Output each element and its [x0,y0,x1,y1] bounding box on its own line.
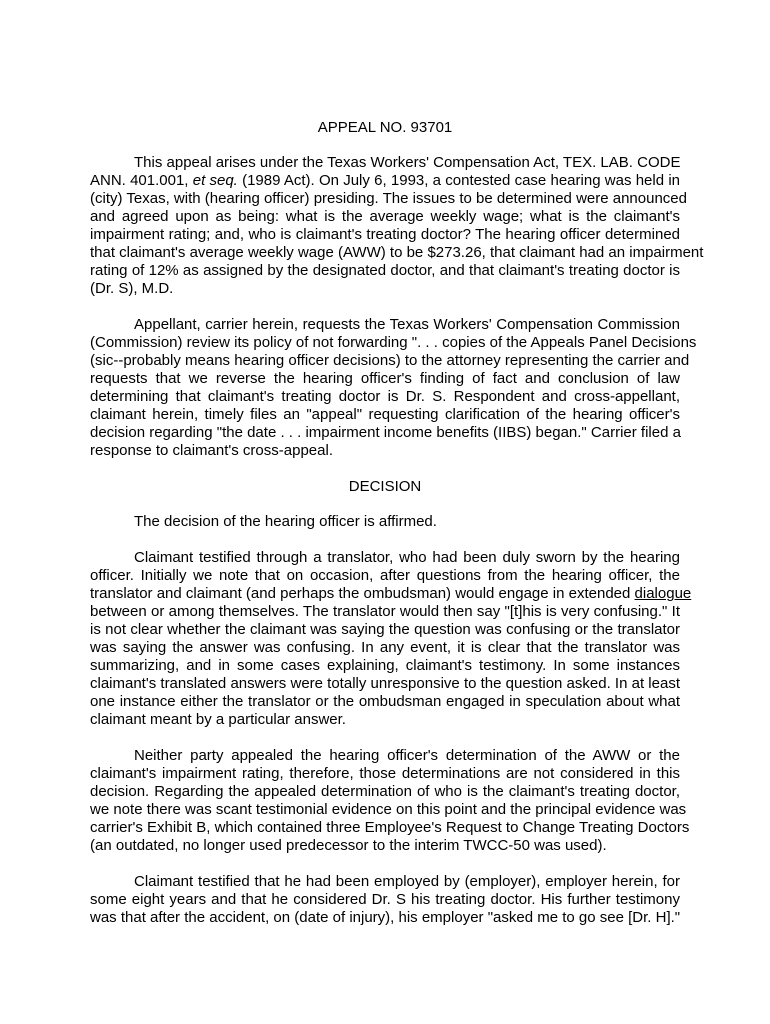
text-line: officer. Initially we note that on occasion, after questions from the hearing officer, the [90,567,680,584]
text-line: (Commission) review its policy of not forwarding ". . . copies of the Appeals Panel Decisions [90,334,697,351]
decision-heading: DECISION [348,478,422,495]
appeal-title: APPEAL NO. 93701 [317,119,453,136]
text-line: Claimant testified through a translator, who had been duly sworn by the hearing [134,549,680,566]
text-line: This appeal arises under the Texas Workers' Compensation Act, TEX. LAB. CODE [134,154,681,171]
text-line: one instance either the translator or the ombudsman engaged in speculation about what [90,693,680,710]
text-line: (an outdated, no longer used predecessor to the interim TWCC-50 was used). [90,837,607,854]
text-line: decision regarding "the date . . . impairment income benefits (IIBS) began." Carrier filed a [90,424,681,441]
text-line: claimant's impairment rating, therefore, those determinations are not considered in this [90,765,680,782]
text-line: response to claimant's cross-appeal. [90,442,333,459]
text-line: was that after the accident, on (date of injury), his employer "asked me to go see [Dr. H]." [90,909,681,926]
text-line: claimant meant by a particular answer. [90,711,346,728]
underlined-term: dialogue [634,585,692,602]
text-segment: translator and claimant (and perhaps the ombudsman) would engage in extended [90,585,631,602]
paragraph-claimant-testimony [90,873,680,927]
text-line: carrier's Exhibit B, which contained three Employee's Request to Change Treating Doctors [90,819,690,836]
text-line: Neither party appealed the hearing officer's determination of the AWW or the [134,747,680,764]
text-line: we note there was scant testimonial evidence on this point and the principal evidence was [90,801,687,818]
text-line: that claimant's average weekly wage (AWW) to be $273.26, that claimant had an impairment [90,244,704,261]
text-line: (Dr. S), M.D. [90,280,174,297]
text-line: claimant's translated answers were totally unresponsive to the question asked. In at least [90,675,680,692]
text-line [90,585,692,603]
paragraph-appeal-request [90,316,697,460]
text-line: claimant herein, timely files an "appeal" requesting clarification of the hearing officer's [90,406,680,423]
text-line: impairment rating; and, who is claimant's treating doctor? The hearing officer determined [90,226,680,243]
text-line: and agreed upon as being: what is the average weekly wage; what is the claimant's [90,208,680,225]
text-line: some eight years and that he considered Dr. S his treating doctor. His further testimony [90,891,680,908]
text-line: (city) Texas, with (hearing officer) presiding. The issues to be determined were announced [90,190,687,207]
paragraph-affirmed: The decision of the hearing officer is affirmed. [134,513,437,530]
paragraph-aww-determination [90,747,690,855]
paragraph-translator [90,549,692,729]
text-line [90,172,680,190]
text-line: Claimant testified that he had been employed by (employer), employer herein, for [134,873,680,890]
document-page [90,119,704,927]
text-line: determining that claimant's treating doctor is Dr. S. Respondent and cross-appellant, [90,388,680,405]
text-line: between or among themselves. The translator would then say "[t]his is very confusing." It [90,603,680,620]
paragraph-intro [90,154,704,298]
text-line: is not clear whether the claimant was saying the question was confusing or the translator [90,621,680,638]
text-line: was saying the answer was confusing. In any event, it is clear that the translator was [90,639,680,656]
text-line: Appellant, carrier herein, requests the Texas Workers' Compensation Commission [134,316,680,333]
text-line: rating of 12% as assigned by the designated doctor, and that claimant's treating doctor is [90,262,680,279]
italic-term: et seq. [192,172,238,189]
text-line: summarizing, and in some cases explaining, claimant's testimony. In some instances [90,657,680,674]
text-line: decision. Regarding the appealed determination of who is the claimant's treating doctor, [90,783,680,800]
text-segment: ANN. 401.001, [90,172,189,189]
text-line: (sic--probably means hearing officer decisions) to the attorney representing the carrier and [90,352,690,369]
text-segment: (1989 Act). On July 6, 1993, a contested case hearing was held in [242,172,680,189]
text-line: requests that we reverse the hearing officer's finding of fact and conclusion of law [90,370,680,387]
